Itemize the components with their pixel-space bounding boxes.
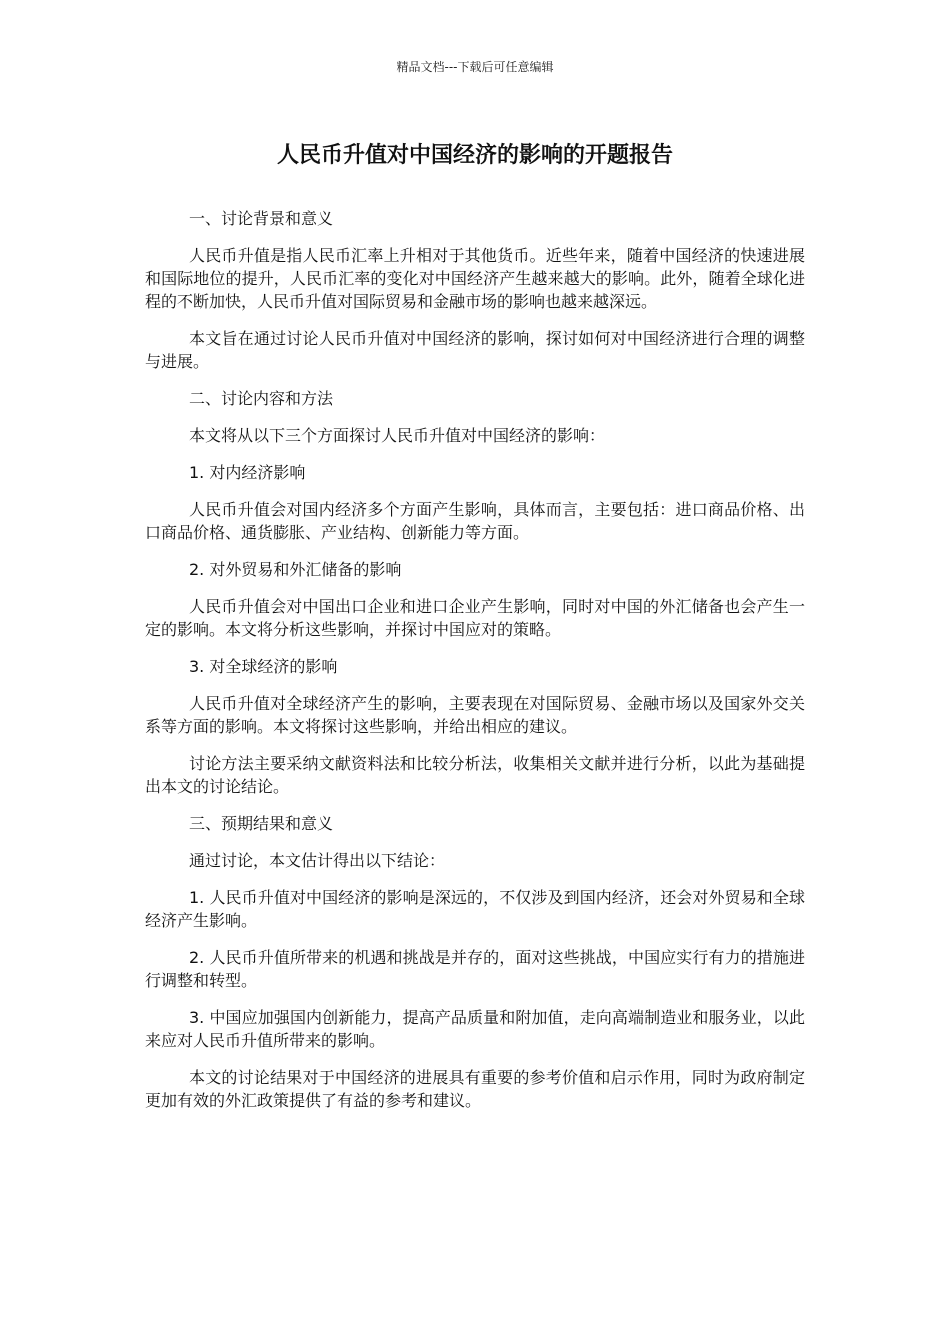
paragraph-significance: 本文的讨论结果对于中国经济的进展具有重要的参考价值和启示作用，同时为政府制定更加有效的外汇政策提供了有益的参考和建议。 [145,1068,805,1110]
document-title: 人民币升值对中国经济的影响的开题报告 [276,143,673,168]
section-heading-3: 三、预期结果和意义 [189,814,334,833]
paragraph-global: 人民币升值对全球经济产生的影响，主要表现在对国际贸易、金融市场以及国家外交关系等方面的影响。本文将探讨这些影响，并给出相应的建议。 [145,694,805,736]
paragraph-background: 人民币升值是指人民币汇率上升相对于其他货币。近些年来，随着中国经济的快速进展和国际地位的提升，人民币汇率的变化对中国经济产生越来越大的影响。此外，随着全球化进程的不断加快，人民币升值对国际贸易和金融市场的影响也越来越深远。 [145,246,805,311]
subheading-domestic: 1. 对内经济影响 [189,463,306,482]
paragraph-purpose: 本文旨在通过讨论人民币升值对中国经济的影响，探讨如何对中国经济进行合理的调整与进展。 [145,329,805,371]
document-body [145,207,805,1126]
subheading-trade: 2. 对外贸易和外汇储备的影响 [189,560,402,579]
paragraph-intro-aspects: 本文将从以下三个方面探讨人民币升值对中国经济的影响： [189,426,606,445]
paragraph-conclusion-intro: 通过讨论，本文估计得出以下结论： [189,851,446,870]
conclusion-item-2: 2. 人民币升值所带来的机遇和挑战是并存的，面对这些挑战，中国应实行有力的措施进行调整和转型。 [145,948,805,990]
paragraph-domestic: 人民币升值会对国内经济多个方面产生影响，具体而言，主要包括：进口商品价格、出口商品价格、通货膨胀、产业结构、创新能力等方面。 [145,500,805,542]
section-heading-2: 二、讨论内容和方法 [189,389,334,408]
header-note: 精品文档---下载后可任意编辑 [396,60,554,74]
section-heading-1: 一、讨论背景和意义 [189,209,334,228]
conclusion-item-1: 1. 人民币升值对中国经济的影响是深远的，不仅涉及到国内经济，还会对外贸易和全球经济产生影响。 [145,888,805,930]
subheading-global: 3. 对全球经济的影响 [189,657,338,676]
paragraph-method: 讨论方法主要采纳文献资料法和比较分析法，收集相关文献并进行分析，以此为基础提出本文的讨论结论。 [145,754,805,796]
conclusion-item-3: 3. 中国应加强国内创新能力，提高产品质量和附加值，走向高端制造业和服务业，以此来应对人民币升值所带来的影响。 [145,1008,805,1050]
paragraph-trade: 人民币升值会对中国出口企业和进口企业产生影响，同时对中国的外汇储备也会产生一定的影响。本文将分析这些影响，并探讨中国应对的策略。 [145,597,805,639]
